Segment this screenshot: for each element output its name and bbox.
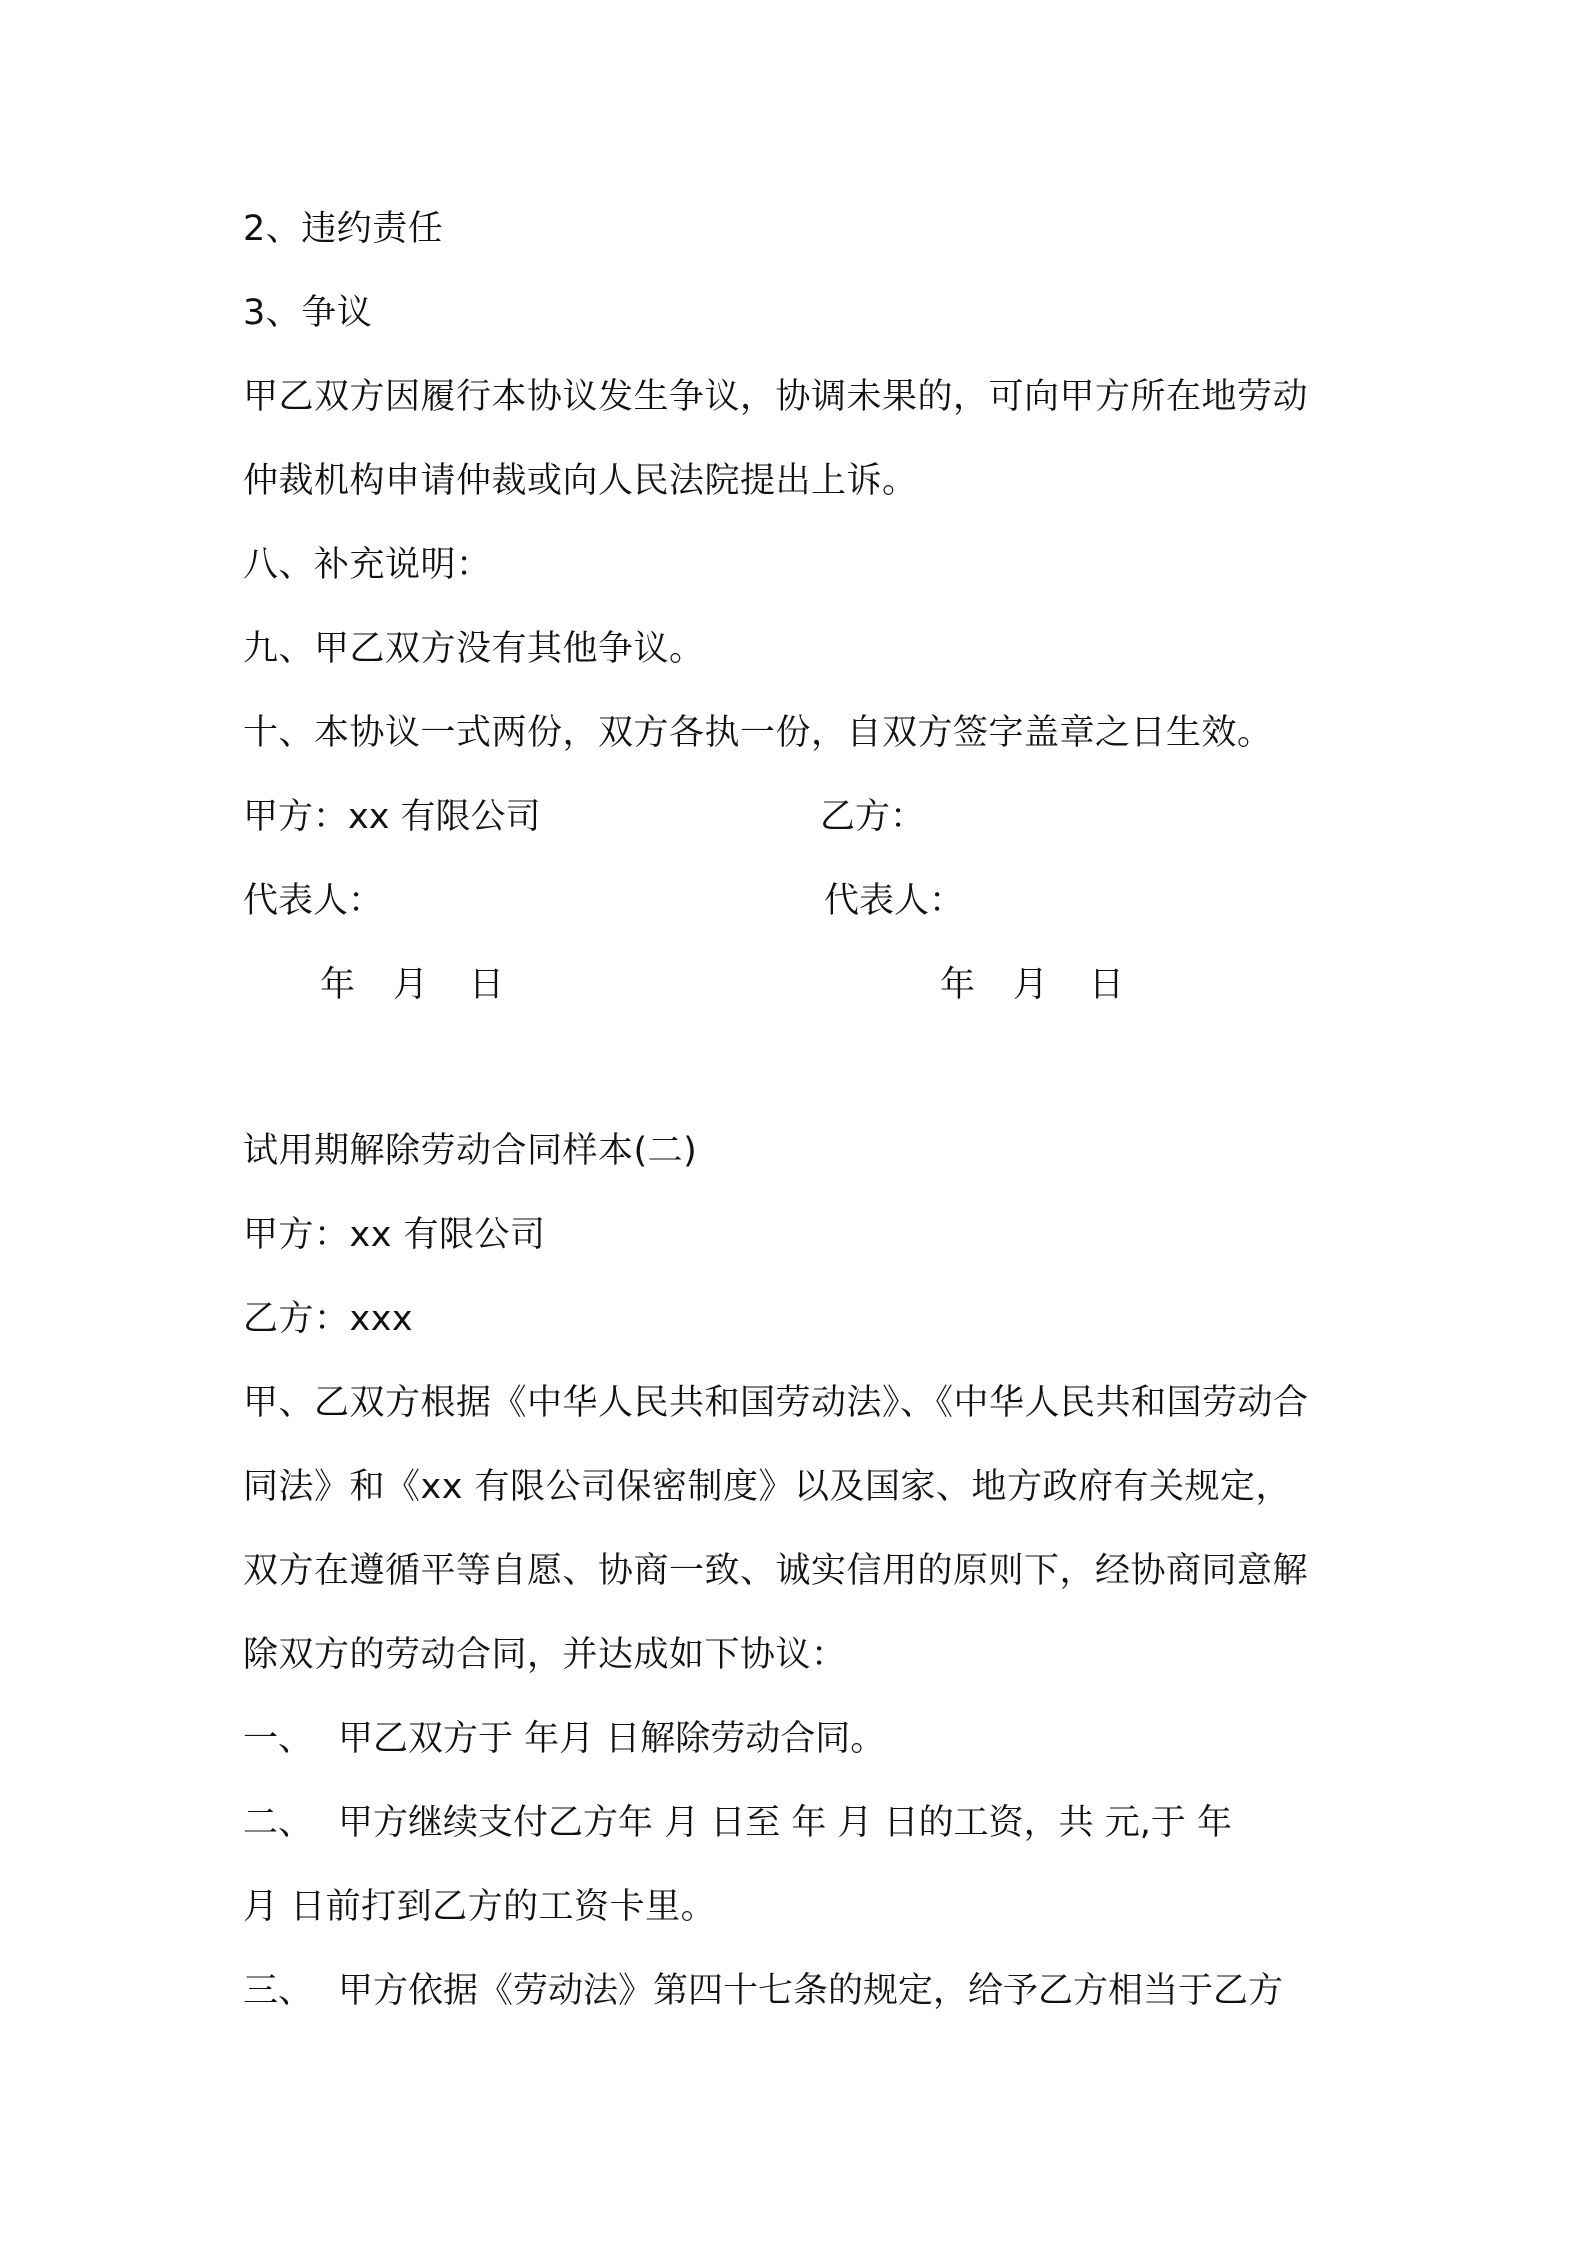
clause-item-8: 八、补充说明： xyxy=(243,545,492,585)
party-a-signature-label: 甲方：xx 有限公司 xyxy=(243,797,541,837)
date-b-month: 月 xyxy=(1013,965,1049,1005)
clause-item-10: 十、本协议一式两份，双方各执一份，自双方签字盖章之日生效。 xyxy=(243,713,1273,753)
clause-1-text: 甲乙双方于 年月 日解除劳动合同。 xyxy=(338,1719,886,1759)
date-a-month: 月 xyxy=(393,965,429,1005)
intro-text-line-1: 甲、乙双方根据《中华人民共和国劳动法》、《中华人民共和国劳动合 xyxy=(243,1383,1309,1423)
clause-1-number: 一、 xyxy=(243,1719,314,1759)
intro-text-line-3: 双方在遵循平等自愿、协商一致、诚实信用的原则下，经协商同意解 xyxy=(243,1551,1309,1591)
representative-b-label: 代表人： xyxy=(824,881,965,921)
intro-text-line-2: 同法》和《xx 有限公司保密制度》以及国家、地方政府有关规定， xyxy=(243,1467,1292,1507)
clause-item-9: 九、甲乙双方没有其他争议。 xyxy=(243,629,705,669)
date-b-year: 年 xyxy=(940,965,976,1005)
clause-2-text-line-2: 月 日前打到乙方的工资卡里。 xyxy=(243,1887,717,1927)
dispute-text-line-1: 甲乙双方因履行本协议发生争议，协调未果的，可向甲方所在地劳动 xyxy=(243,377,1309,417)
party-b-signature-label: 乙方： xyxy=(820,797,926,837)
representative-a-label: 代表人： xyxy=(243,881,384,921)
sample-two-party-a: 甲方：xx 有限公司 xyxy=(243,1215,546,1255)
clause-item-3: 3、争议 xyxy=(243,293,373,333)
intro-text-line-4: 除双方的劳动合同，并达成如下协议： xyxy=(243,1635,847,1675)
clause-3-number: 三、 xyxy=(243,1971,314,2011)
sample-two-party-b: 乙方：xxx xyxy=(243,1299,414,1339)
clause-2-text-line-1: 甲方继续支付乙方年 月 日至 年 月 日的工资，共 元,于 年 xyxy=(338,1803,1233,1843)
clause-item-2: 2、违约责任 xyxy=(243,209,444,249)
sample-two-title: 试用期解除劳动合同样本(二) xyxy=(243,1131,698,1171)
date-b-day: 日 xyxy=(1089,965,1125,1005)
dispute-text-line-2: 仲裁机构申请仲裁或向人民法院提出上诉。 xyxy=(243,461,918,501)
clause-2-number: 二、 xyxy=(243,1803,314,1843)
date-a-year: 年 xyxy=(320,965,356,1005)
clause-3-text-line-1: 甲方依据《劳动法》第四十七条的规定，给予乙方相当于乙方 xyxy=(338,1971,1284,2011)
date-a-day: 日 xyxy=(469,965,505,1005)
